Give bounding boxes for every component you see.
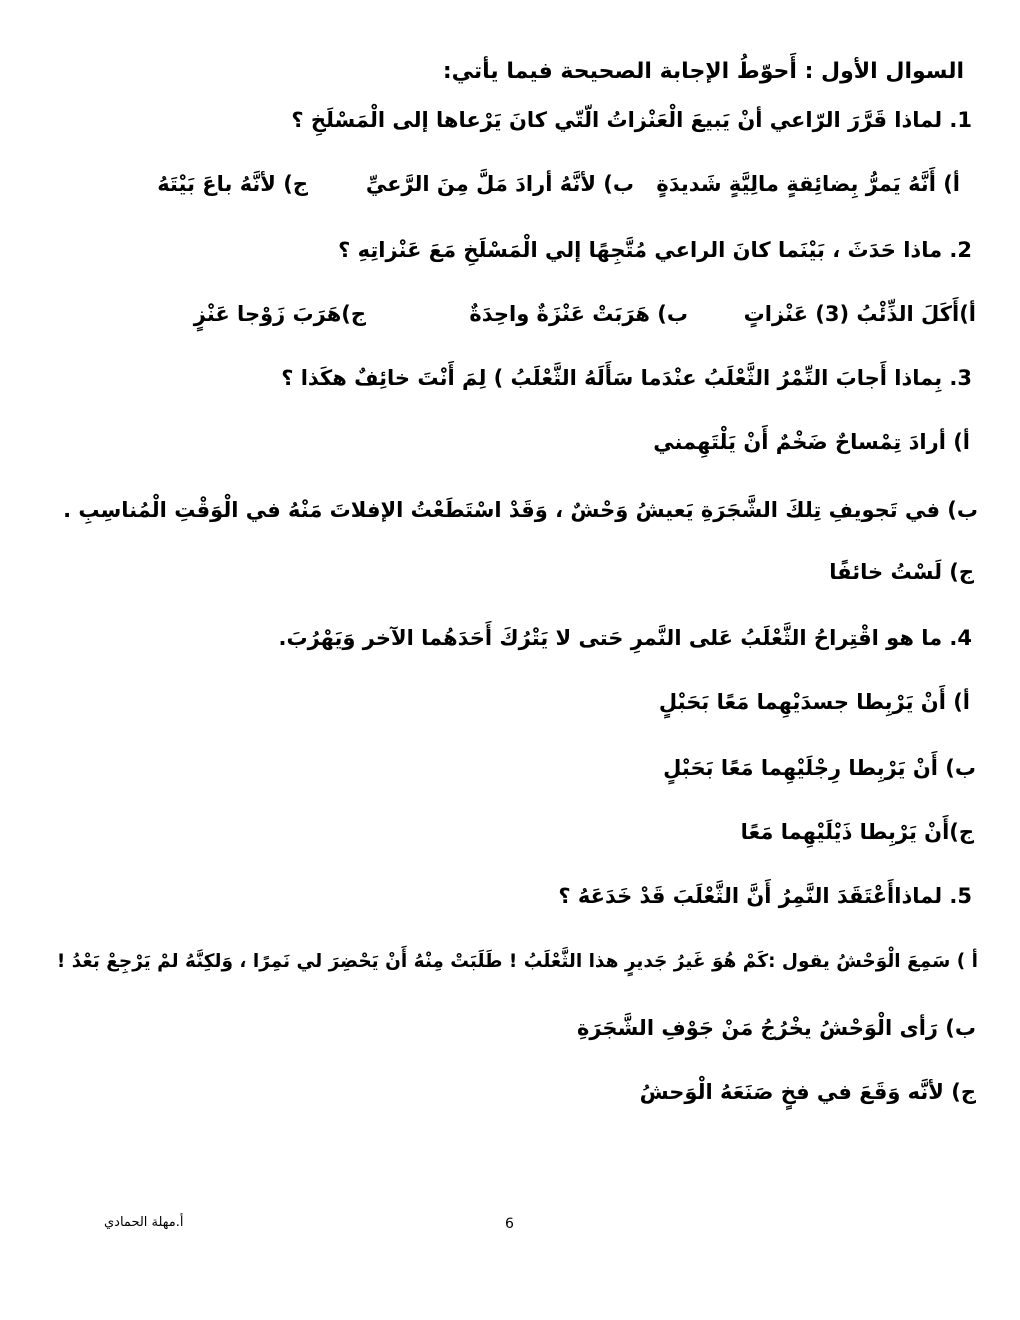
question-3-option-c: ج) لَسْتُ خائفًا: [829, 560, 974, 584]
question-3: 3. بِماذا أَجابَ النِّمْرُ الثَّعْلَبُ عنْدَما سَأَلَهُ الثَّعْلَبُ ) لِمَ أَنْتَ خائِفٌ هكَذا ؟: [281, 366, 972, 390]
question-4-option-a: أ) أَنْ يَرْبِطا جسدَيْهِما مَعًا بَحَبْلٍ: [658, 690, 970, 714]
page-number: 6: [505, 1216, 514, 1232]
question-4-option-b: ب) أَنْ يَرْبِطا رِجْلَيْهِما مَعًا بَحَبْلٍ: [663, 756, 976, 780]
page-title: السوال الأول : أَحوّطُ الإجابة الصحيحة فيما يأتي:: [442, 59, 964, 84]
question-1: 1. لماذا قَرَّرَ الرّاعي أنْ يَبيعَ الْعَنْزاتُ الّتّي كانَ يَرْعاها إلى الْمَسْلَخِ ؟: [291, 108, 972, 132]
question-1-option-c: ج) لأنَّهُ باعَ بَيْتَهُ: [157, 172, 308, 196]
question-5-option-c: ج) لأنَّه وَقَعَ في فخٍ صَنَعَهُ الْوَحشُ: [639, 1080, 976, 1104]
question-5-option-b: ب) رَأى الْوَحْشُ يخْرُجُ مَنْ جَوْفِ الشَّجَرَةِ: [576, 1016, 976, 1040]
question-2: 2. ماذا حَدَثَ ، بَيْنَما كانَ الراعي مُتَّجِهًا إلي الْمَسْلَخِ مَعَ عَنْزاتِهِ ؟: [338, 238, 972, 262]
question-4: 4. ما هو اقْتِراحُ الثَّعْلَبُ عَلى النَّمرِ حَتى لا يَتْرُكَ أَحَدَهُما الآخر وَيَهْرُبَ.: [278, 626, 972, 650]
question-5: 5. لماذاأَعْتَقَدَ النَّمِرُ أَنَّ الثَّعْلَبَ قَدْ خَدَعَهُ ؟: [558, 884, 972, 908]
question-4-option-c: ج)أَنْ يَرْبِطا ذَيْلَيْهِما مَعًا: [740, 820, 974, 844]
question-1-option-b: ب) لأنَّهُ أرادَ مَلَّ مِنَ الرَّعيِّ: [365, 172, 634, 196]
question-2-option-b: ب) هَرَبَتْ عَنْزَةٌ واحِدَةٌ: [469, 302, 688, 326]
question-1-option-a: أ) أَنَّهُ يَمرُّ بِضائِقةٍ مالِيَّةٍ شَديدَةٍ: [656, 172, 960, 196]
question-3-option-a: أ) أرادَ تِمْساحٌ ضَخْمٌ أَنْ يَلْتَهِمني: [653, 430, 970, 454]
question-2-option-a: أ)أَكَلَ الذِّئْبُ (3) عَنْزاتٍ: [743, 302, 976, 326]
author-name: أ.مهلة الحمادي: [104, 1215, 184, 1230]
question-5-option-a: أ ) سَمِعَ الْوَحْشُ يقول :كَمْ هُوَ غَيرُ جَديرٍ هذا الثَّعْلَبُ ! طَلَبَتْ مِنْهُ أَنْ يَحْضِرَ لي نَمِرًا ، وَلكِنَّهُ لمْ يَرْجِعْ بَعْدُ !: [56, 951, 978, 972]
question-2-option-c: ج)هَرَبَ زَوْجا عَنْزٍ: [193, 302, 366, 326]
question-3-option-b: ب) في تَجويفِ تِلكَ الشَّجَرَةِ يَعيشُ وَحْشٌ ، وَقَدْ اسْتَطَعْتُ الإفلاتَ مَنْهُ في الْوَقْتِ الْمُناسِبِ .: [63, 498, 978, 522]
